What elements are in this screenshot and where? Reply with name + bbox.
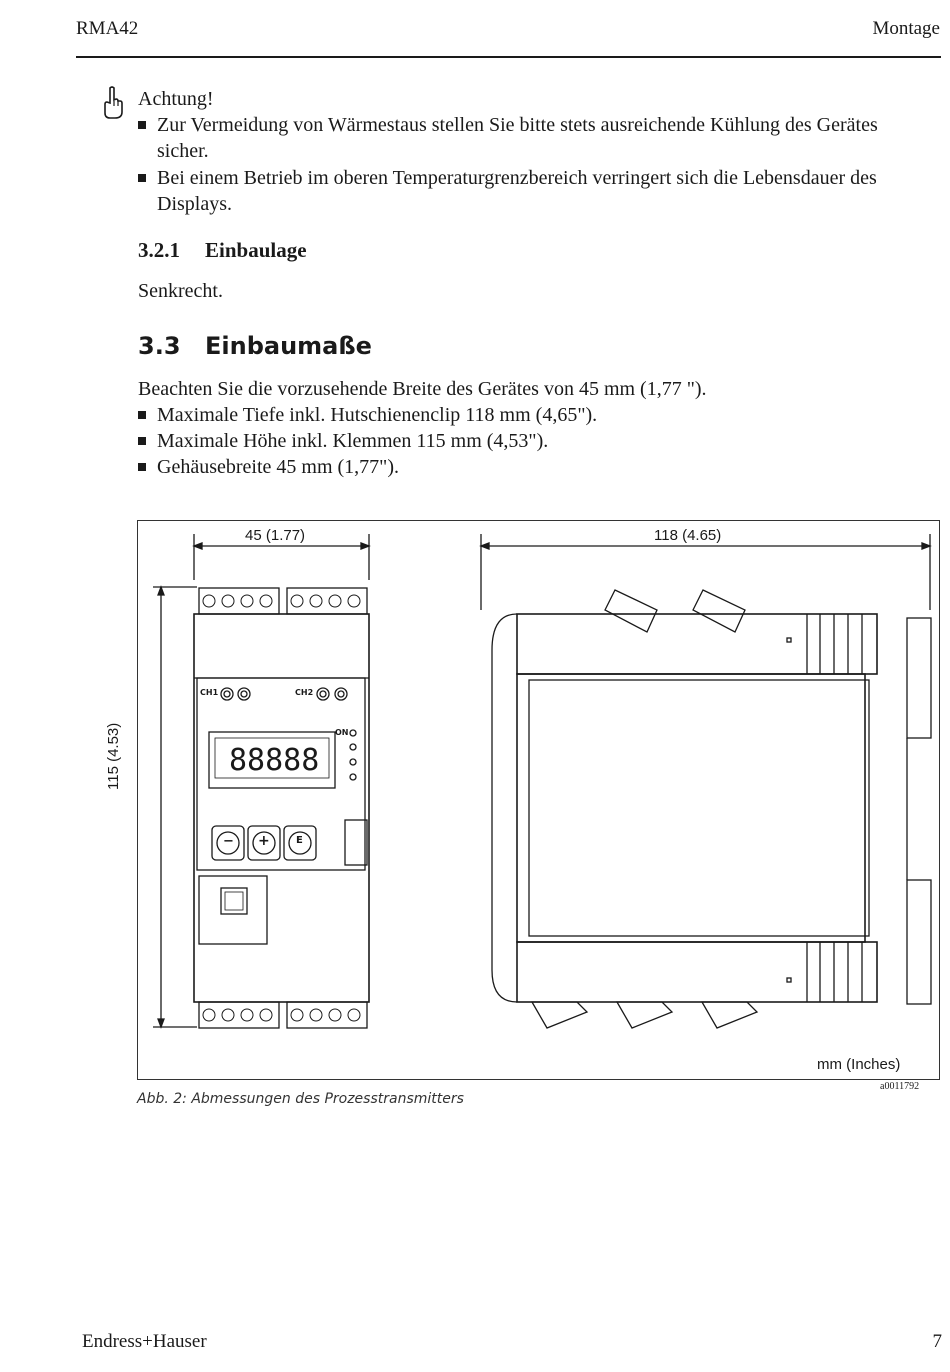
bullet-square — [138, 121, 146, 129]
warning-bullet — [138, 112, 928, 164]
figure-id: a0011792 — [880, 1081, 920, 1092]
header-left: RMA42 — [76, 18, 139, 39]
dimension-bullet — [138, 402, 597, 428]
dimension-drawing — [137, 520, 940, 1080]
units-label: mm (Inches) — [817, 1056, 901, 1073]
section-number: 3.3 — [138, 332, 181, 360]
width-dimension-label: 45 (1.77) — [245, 527, 306, 544]
bullet-square — [138, 411, 146, 419]
bullet-text-continued: Displays. — [157, 193, 232, 215]
warning-title: Achtung! — [138, 88, 214, 110]
ch2-label: CH2 — [295, 688, 314, 697]
bullet-square — [138, 174, 146, 182]
header-rule — [76, 56, 941, 58]
bullet-square — [138, 437, 146, 445]
dimension-bullet — [138, 428, 548, 454]
footer-company: Endress+Hauser — [82, 1331, 207, 1352]
minus-button-label: − — [223, 834, 234, 849]
section-body: Senkrecht. — [138, 280, 223, 302]
ch1-label: CH1 — [200, 688, 219, 697]
section-title: Einbaulage — [205, 238, 307, 262]
section-intro: Beachten Sie die vorzusehende Breite des Gerätes von 45 mm (1,77 "). — [138, 378, 707, 400]
bullet-text: Bei einem Betrieb im oberen Temperaturgrenzbereich verringert sich die Lebensdauer des — [157, 167, 877, 189]
dimension-bullet — [138, 454, 399, 480]
e-button-label: E — [296, 835, 303, 846]
bullet-text: Zur Vermeidung von Wärmestaus stellen Sie bitte stets ausreichende Kühlung des Gerätes — [157, 114, 878, 136]
on-label: ON — [335, 728, 349, 737]
header-right: Montage — [872, 18, 940, 39]
bullet-text: Maximale Tiefe inkl. Hutschienenclip 118 mm (4,65"). — [157, 404, 598, 426]
bullet-text: Gehäusebreite 45 mm (1,77"). — [157, 456, 399, 478]
plus-button-label: + — [258, 833, 270, 849]
pointing-hand-icon — [101, 86, 125, 120]
depth-dimension-label: 118 (4.65) — [654, 527, 722, 544]
warning-bullet — [138, 165, 928, 217]
page-number: 7 — [932, 1331, 942, 1352]
bullet-text: Maximale Höhe inkl. Klemmen 115 mm (4,53"). — [157, 430, 549, 452]
bullet-square — [138, 463, 146, 471]
figure-caption: Abb. 2: Abmessungen des Prozesstransmitters — [137, 1091, 464, 1107]
section-title: Einbaumaße — [205, 332, 372, 360]
height-dimension-label: 115 (4.53) — [105, 722, 122, 790]
svg-text:88888: 88888 — [229, 743, 320, 778]
bullet-text-continued: sicher. — [157, 140, 209, 162]
section-number: 3.2.1 — [138, 238, 180, 262]
